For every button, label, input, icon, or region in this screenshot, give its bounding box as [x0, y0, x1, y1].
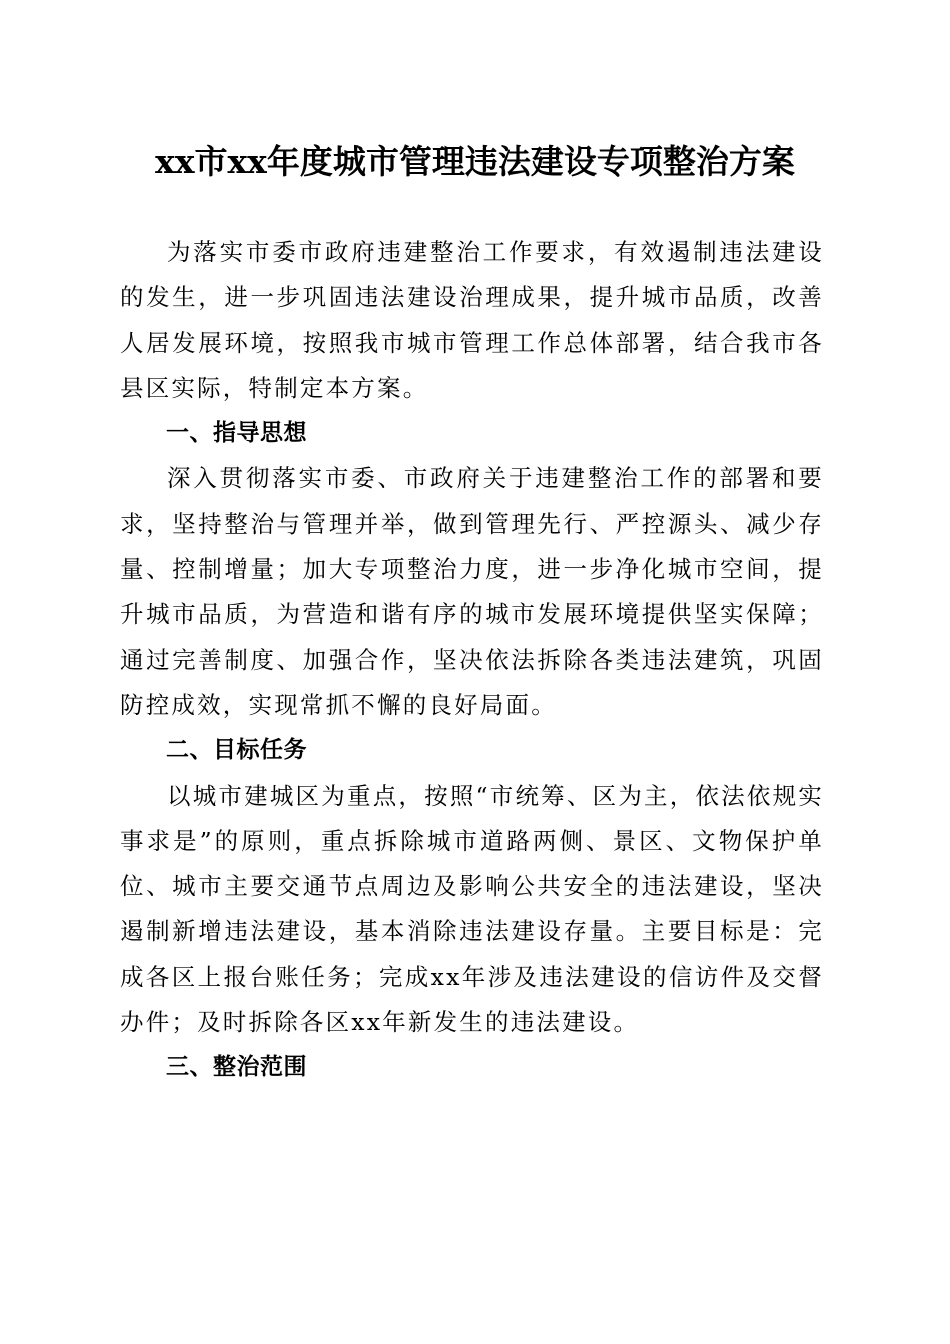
section-paragraph-guiding-ideology: 深入贯彻落实市委、市政府关于违建整治工作的部署和要求，坚持整治与管理并举，做到管理先行、严控源头、减少存量、控制增量；加大专项整治力度，进一步净化城市空间，提升城市品质，为营造和谐有序的城市发展环境提供坚实保障；通过完善制度、加强合作，坚决依法拆除各类违法建筑，巩固防控成效，实现常抓不懈的良好局面。	[120, 464, 824, 719]
section-heading-scope: 三、整治范围	[166, 1054, 307, 1081]
section-heading-objectives: 二、目标任务	[166, 737, 307, 764]
document-body	[120, 230, 824, 1091]
section-heading-guiding-ideology: 一、指导思想	[166, 420, 307, 447]
intro-paragraph: 为落实市委市政府违建整治工作要求，有效遏制违法建设的发生，进一步巩固违法建设治理成果，提升城市品质，改善人居发展环境，按照我市城市管理工作总体部署，结合我市各县区实际，特制定本方案。	[120, 238, 824, 402]
section-paragraph-objectives: 以城市建城区为重点，按照“市统筹、区为主，依法依规实事求是”的原则，重点拆除城市道路两侧、景区、文物保护单位、城市主要交通节点周边及影响公共安全的违法建设，坚决遏制新增违法建设，基本消除违法建设存量。主要目标是：完成各区上报台账任务；完成xx年涉及违法建设的信访件及交督办件；及时拆除各区xx年新发生的违法建设。	[120, 781, 824, 1037]
document-title: xx市xx年度城市管理违法建设专项整治方案	[155, 142, 795, 181]
